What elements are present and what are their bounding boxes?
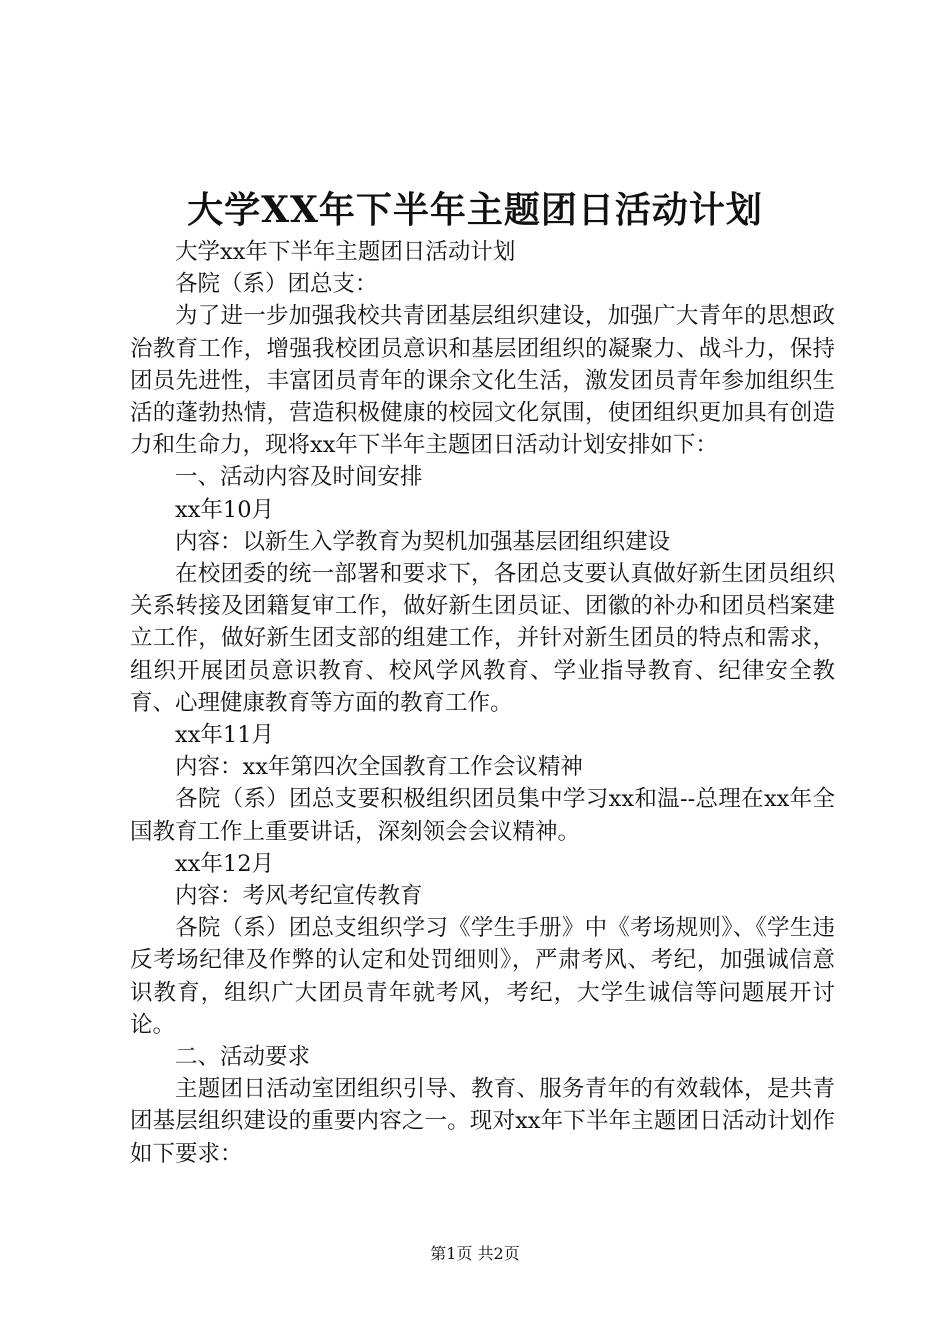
december-details: 各院（系）团总支组织学习《学生手册》中《考场规则》、《学生违反考场纪律及作弊的认定和处罚细则》，严肃考风、考纪，加强诚信意识教育，组织广大团员青年就考风，考纪，大学生诚信等问题展开讨论。: [130, 915, 835, 1038]
december-content-label: 内容：考风考纪宣传教育: [175, 883, 423, 910]
october-content-label: 内容：以新生入学教育为契机加强基层团组织建设: [175, 528, 671, 555]
month-heading-october: xx年10月: [175, 496, 275, 523]
month-heading-december: xx年12月: [175, 850, 275, 877]
october-details: 在校团委的统一部署和要求下，各团总支要认真做好新生团员组织关系转接及团籍复审工作，做好新生团员证、团徽的补办和团员档案建立工作，做好新生团支部的组建工作，并针对新生团员的特点和需求，组织开展团员意识教育、校风学风教育、学业指导教育、纪律安全教育、心理健康教育等方面的教育工作。: [130, 561, 835, 716]
month-heading-november: xx年11月: [175, 722, 275, 749]
november-details: 各院（系）团总支要积极组织团员集中学习xx和温--总理在xx年全国教育工作上重要讲话，深刻领会会议精神。: [130, 786, 835, 845]
requirements-intro: 主题团日活动室团组织引导、教育、服务青年的有效载体，是共青团基层组织建设的重要内容之一。现对xx年下半年主题团日活动计划作如下要求：: [130, 1076, 835, 1167]
paragraph-subtitle: 大学xx年下半年主题团日活动计划: [175, 239, 516, 265]
november-content-label: 内容：xx年第四次全国教育工作会议精神: [175, 754, 583, 781]
paragraph-intro: 为了进一步加强我校共青团基层组织建设，加强广大青年的思想政治教育工作，增强我校团员意识和基层团组织的凝聚力、战斗力，保持团员先进性，丰富团员青年的课余文化生活，激发团员青年参加组织生活的蓬勃热情，营造积极健康的校园文化氛围，使团组织更加具有创造力和生命力，现将xx年下半年主题团日活动计划安排如下：: [130, 303, 835, 459]
page-footer: 第1页 共2页: [430, 1244, 520, 1263]
paragraph-salutation: 各院（系）团总支：: [175, 271, 378, 298]
section-heading-schedule: 一、活动内容及时间安排: [175, 464, 423, 491]
document-title: 大学XX年下半年主题团日活动计划: [187, 189, 763, 231]
document-body: [130, 236, 835, 1170]
section-heading-requirements: 二、活动要求: [175, 1044, 311, 1071]
